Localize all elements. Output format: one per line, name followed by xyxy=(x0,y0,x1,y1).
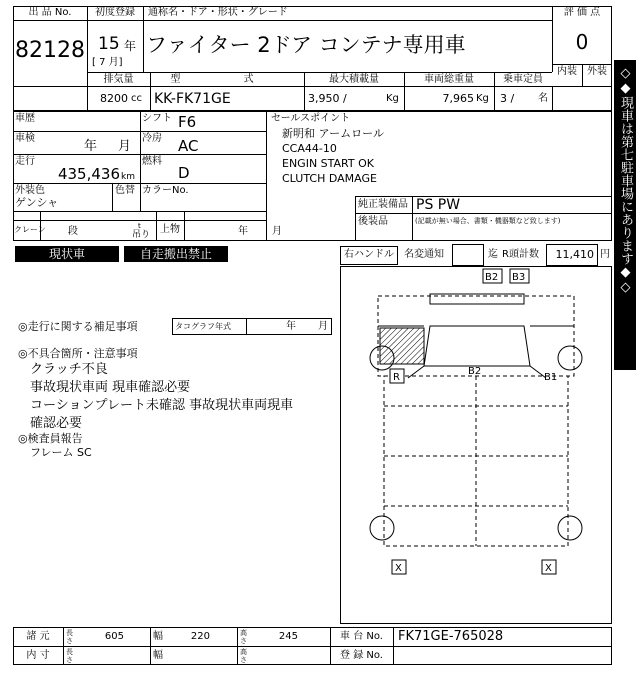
displacement-value: 8200 xyxy=(100,92,128,105)
capacity-unit: 名 xyxy=(538,93,548,104)
mark-x-right: X xyxy=(545,563,552,574)
max-load-label: 最大積載量 xyxy=(329,74,379,85)
height-label: 高さ xyxy=(240,629,247,645)
drive-notes-label: ◎走行に関する補足事項 xyxy=(18,320,138,333)
first-reg-year-unit: 年 xyxy=(124,39,137,53)
gross-weight-unit: Kg xyxy=(476,93,489,104)
width-value: 220 xyxy=(190,631,210,642)
inner-height-label: 高さ xyxy=(240,648,247,664)
mark-b3-top: B3 xyxy=(512,272,526,283)
max-load-value: 3,950 / xyxy=(308,92,347,105)
sales-line: ENGIN START OK xyxy=(282,157,374,170)
r-unit: 円 xyxy=(600,249,610,260)
type-label: 型 式 xyxy=(170,74,284,85)
first-reg-label: 初度登録 xyxy=(95,7,135,18)
capacity-label: 乗車定員 xyxy=(503,74,543,85)
handle-value: 右ハンドル xyxy=(344,249,394,260)
displacement-unit: cc xyxy=(131,93,142,104)
defects-label: ◎不具合箇所・注意事項 xyxy=(18,347,138,360)
tacho-year-unit: 年 xyxy=(286,321,296,332)
color-no-label: カラーNo. xyxy=(142,185,189,196)
score-value: 0 xyxy=(575,30,589,54)
height-value: 245 xyxy=(278,631,298,642)
fuel-value: D xyxy=(178,164,190,182)
ext-color-value: ゲンシャ xyxy=(15,196,59,209)
dims-label: 諸 元 xyxy=(26,631,50,642)
mileage-value: 435,436 xyxy=(57,165,120,183)
no-self-drive-tag: 自走搬出禁止 xyxy=(124,246,228,262)
reg-label: 登 録 No. xyxy=(340,650,383,661)
truck-diagram xyxy=(340,266,612,624)
shift-label: シフト xyxy=(142,113,172,124)
chassis-outline xyxy=(384,376,568,546)
capacity-value: 3 / xyxy=(500,92,515,105)
mark-x-left: X xyxy=(395,563,402,574)
color-change-label: 色替 xyxy=(115,185,135,196)
aftermarket-note: (記載が無い場合、書類・機器類など致します) xyxy=(415,217,561,225)
sales-line: CLUTCH DAMAGE xyxy=(282,172,377,185)
std-equipment-label: 純正装備品 xyxy=(358,199,408,210)
inner-width-label: 幅 xyxy=(153,650,163,661)
model-name: ファイター 2ドア コンテナ専用車 xyxy=(146,33,466,57)
inner-label: 内 寸 xyxy=(26,650,50,661)
length-value: 605 xyxy=(104,631,124,642)
model-label: 通称名・ドア・形状・グレード xyxy=(148,7,288,18)
first-reg-month: [ 7 月] xyxy=(92,57,123,68)
inspection-month-unit: 月 xyxy=(118,139,132,154)
width-label: 幅 xyxy=(153,631,163,642)
crane-ton-unit: t xyxy=(138,222,141,230)
crane-label: クレーン xyxy=(14,225,46,234)
shift-value: F6 xyxy=(178,113,197,131)
damage-marks xyxy=(390,269,557,574)
gross-weight-label: 車両総重量 xyxy=(424,74,474,85)
upper-label: 上物 xyxy=(160,224,180,235)
odometer-prefix: 迄 xyxy=(488,249,498,260)
upper-year-unit: 年 xyxy=(238,226,248,237)
inner-length-label: 長さ xyxy=(66,648,73,664)
name-change-box xyxy=(452,244,484,266)
damage-hatch xyxy=(380,328,424,364)
inspection-year-unit: 年 xyxy=(84,139,98,154)
defect-line: コーションプレート未確認 事故現状車両現車 xyxy=(30,398,294,413)
gross-weight-value: 7,965 xyxy=(442,92,474,105)
exterior-label: 外装 xyxy=(587,66,607,77)
std-equipment-value: PS PW xyxy=(416,197,461,213)
name-change-label: 名変通知 xyxy=(404,249,444,260)
cooling-value: AC xyxy=(178,137,199,155)
ext-color-label: 外装色 xyxy=(15,185,45,196)
chassis-value: FK71GE-765028 xyxy=(398,629,504,644)
fuel-label: 燃料 xyxy=(142,156,162,167)
score-label: 評 価 点 xyxy=(563,7,601,18)
first-reg-year: 15 xyxy=(98,34,120,54)
mark-b2-top: B2 xyxy=(485,272,499,283)
inspector-line: フレーム SC xyxy=(30,446,92,459)
lot-number: 82128 xyxy=(15,38,85,63)
mileage-unit: km xyxy=(121,172,135,182)
tacho-label: タコグラフ年式 xyxy=(175,322,231,331)
side-banner-text: ◇◆現車は第七駐車場にあります◆◇ xyxy=(618,66,633,295)
mileage-label: 走行 xyxy=(15,156,35,167)
history-label: 車歴 xyxy=(15,113,35,124)
diagram-frame xyxy=(341,267,612,624)
interior-label: 内装 xyxy=(557,66,577,77)
upper-month-unit: 月 xyxy=(272,226,282,237)
defect-line: 確認必要 xyxy=(30,416,83,431)
current-state-tag: 現状車 xyxy=(15,246,119,262)
inspection-label: 車検 xyxy=(15,133,35,144)
length-label: 長さ xyxy=(66,629,73,645)
displacement-label: 排気量 xyxy=(103,74,134,85)
sales-line: CCA44-10 xyxy=(282,142,337,155)
cooling-label: 冷房 xyxy=(142,133,162,144)
max-load-unit: Kg xyxy=(386,93,399,104)
sales-points-label: セールスポイント xyxy=(271,113,351,124)
lot-label: 出 品 No. xyxy=(28,7,72,18)
inspector-label: ◎検査員報告 xyxy=(18,432,83,445)
type-value: KK-FK71GE xyxy=(154,91,231,107)
mark-b1: B1 xyxy=(544,372,558,383)
sales-line: 新明和 アームロール xyxy=(282,127,384,140)
tacho-month-unit: 月 xyxy=(318,321,328,332)
r-label: R頭計数 xyxy=(502,249,539,260)
chassis-label: 車 台 No. xyxy=(340,631,383,642)
defect-line: 事故現状車両 現車確認必要 xyxy=(30,380,191,395)
crane-stage-unit: 段 xyxy=(68,226,78,237)
r-value: 11,410 xyxy=(555,248,594,261)
mark-b2-mid: B2 xyxy=(468,366,482,377)
crane-lift-unit: 吊り xyxy=(132,230,151,240)
defect-line: クラッチ不良 xyxy=(30,362,108,377)
aftermarket-label: 後装品 xyxy=(358,216,388,227)
mark-r: R xyxy=(393,372,400,383)
